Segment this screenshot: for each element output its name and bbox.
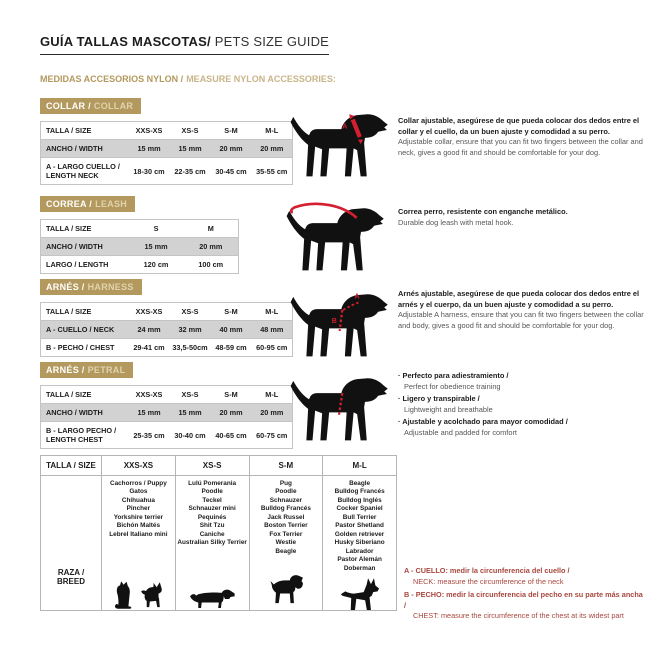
size-column-header: M-L xyxy=(265,307,279,316)
breed-column-xs-s xyxy=(175,476,249,610)
leash-section xyxy=(40,194,239,274)
page-title-english: PETS SIZE GUIDE xyxy=(214,34,330,49)
measure-value: 15 mm xyxy=(144,242,168,251)
breed-name: Doberman xyxy=(343,564,376,572)
feature-text-es: · Ligero y transpirable / xyxy=(398,394,644,405)
petral-section xyxy=(40,360,293,449)
leash-description xyxy=(398,207,644,228)
measure-value: 20 mm xyxy=(219,408,243,417)
breed-size-header: XXS-XS xyxy=(101,456,175,475)
section-label-es: ARNÉS / xyxy=(46,282,85,292)
breed-size-header: XS-S xyxy=(175,456,249,475)
harness-description-es: Arnés ajustable, asegúrese de que pueda colocar dos dedos entre el arnés y el cuerpo, da un buen ajuste y comodidad a su perro. xyxy=(398,289,640,309)
measure-value: 20 mm xyxy=(260,144,284,153)
section-label-en: PETRAL xyxy=(87,365,126,375)
harness-description-en: Adjustable A harness, ensure that you can fit two fingers between the collar and body, gives a good fit and should be comfortable for your dog. xyxy=(398,310,644,330)
collar-description-es: Collar ajustable, asegúrese de que pueda colocar dos dedos entre el collar y el cuello, da un buen ajuste y comodidad a su perro. xyxy=(398,116,640,136)
breed-name: Pug xyxy=(279,480,292,487)
measure-row-label: A - CUELLO / NECK xyxy=(46,325,115,334)
breed-name: Schnauzer xyxy=(269,496,303,504)
harness-description xyxy=(398,289,644,331)
measure-value: 48-59 cm xyxy=(215,343,247,352)
page-subtitle-english: MEASURE NYLON ACCESSORIES: xyxy=(186,74,336,84)
measure-value: 60-95 cm xyxy=(256,343,288,352)
breed-list xyxy=(109,480,167,539)
breed-name: Bulldog Francés xyxy=(260,505,311,513)
size-table-corner-header: TALLA / SIZE xyxy=(46,307,92,316)
size-column-header: S-M xyxy=(224,307,238,316)
measure-value: 30-40 cm xyxy=(174,430,206,440)
collar-size-table xyxy=(40,121,293,185)
breed-name: Cocker Spaniel xyxy=(336,505,383,513)
measure-value: 40-65 cm xyxy=(215,430,247,440)
breed-name: Teckel xyxy=(202,496,222,504)
measure-value: 48 mm xyxy=(260,325,284,334)
breed-name: Husky Siberiano xyxy=(334,539,385,547)
breed-column-xxs-xs xyxy=(101,476,175,610)
neck-note-en: NECK: measure the circumference of the neck xyxy=(413,576,564,586)
breed-name: Poodle xyxy=(275,488,297,496)
breed-name: Bull Terrier xyxy=(342,513,377,521)
neck-note-es: A - CUELLO: medir la circunferencia del cuello / xyxy=(404,566,570,575)
breed-name: Beagle xyxy=(349,480,371,487)
breed-size-header: M-L xyxy=(322,456,396,475)
measure-value: 120 cm xyxy=(143,260,169,269)
breed-column-m-l xyxy=(322,476,396,610)
size-column-header: XXS-XS xyxy=(135,126,163,135)
measure-value: 40 mm xyxy=(219,325,243,334)
leash-section-label xyxy=(40,196,135,212)
size-column-header: M-L xyxy=(265,390,279,399)
size-column-header: XS-S xyxy=(181,126,199,135)
section-label-en: LEASH xyxy=(95,199,128,209)
breed-name: Pastor Alemán xyxy=(337,556,382,564)
chest-note xyxy=(404,590,644,622)
breed-table-header xyxy=(41,456,396,476)
size-table-corner-header: TALLA / SIZE xyxy=(46,390,92,399)
size-column-header: M-L xyxy=(265,126,279,135)
collar-description-en: Adjustable collar, ensure that you can fit two fingers between the collar and neck, gives a good fit and should be comfortable for your dog. xyxy=(398,137,643,157)
cat-silhouette-icon xyxy=(111,580,135,610)
dog-with-collar-illustration xyxy=(288,104,393,184)
section-label-es: CORREA / xyxy=(46,199,93,209)
measure-value: 24 mm xyxy=(137,325,161,334)
breed-name: Schnauzer mini xyxy=(188,505,236,513)
section-label-en: COLLAR xyxy=(93,101,134,111)
breed-table xyxy=(40,455,397,611)
measure-value: 15 mm xyxy=(137,144,161,153)
measure-value: 35-55 cm xyxy=(256,166,288,176)
measure-value: 22-35 cm xyxy=(174,166,206,176)
measure-row-label: ANCHO / WIDTH xyxy=(46,408,103,417)
measure-value: 15 mm xyxy=(137,408,161,417)
breed-name: Fox Terrier xyxy=(269,530,303,538)
section-label-es: ARNÉS / xyxy=(46,365,85,375)
breed-name: Jack Russel xyxy=(267,513,305,521)
breed-name: Pincher xyxy=(126,505,151,513)
breed-list xyxy=(335,480,385,573)
measure-value: 18-30 cm xyxy=(133,166,165,176)
size-column-header: S-M xyxy=(224,126,238,135)
feature-bullet xyxy=(398,394,644,415)
measure-row-label: ANCHO / WIDTH xyxy=(46,242,103,251)
breed-list xyxy=(261,480,311,556)
harness-size-table xyxy=(40,302,293,357)
measure-row-label: A - LARGO CUELLO / LENGTH NECK xyxy=(46,162,120,180)
page-title xyxy=(40,34,329,55)
size-column-header: XXS-XS xyxy=(135,390,163,399)
petral-size-table xyxy=(40,385,293,449)
dachshund-silhouette-icon xyxy=(187,586,237,610)
section-label-es: COLLAR / xyxy=(46,101,91,111)
chest-note-en: CHEST: measure the circumference of the chest at its widest part xyxy=(413,611,624,621)
schnauzer-silhouette-icon xyxy=(267,570,305,610)
measure-row-label: B - LARGO PECHO / LENGTH CHEST xyxy=(46,426,117,444)
feature-text-es: · Ajustable y acolchado para mayor comodidad / xyxy=(398,417,644,428)
chest-note-es: B - PECHO: medir la circunferencia del pecho en su parte más ancha / xyxy=(404,590,643,610)
measure-value: 15 mm xyxy=(178,408,202,417)
size-column-header: XS-S xyxy=(181,307,199,316)
measure-value: 100 cm xyxy=(198,260,224,269)
measure-row-label: LARGO / LENGTH xyxy=(46,260,109,269)
breed-name: Caniche xyxy=(199,530,225,538)
collar-section-label xyxy=(40,98,141,114)
breed-table-body xyxy=(41,476,396,610)
harness-letter-a: A xyxy=(354,293,360,301)
breed-name: Yorkshire terrier xyxy=(113,513,163,521)
measure-value: 20 mm xyxy=(199,242,223,251)
feature-bullet xyxy=(398,417,644,438)
breed-name: Gatos xyxy=(129,488,148,496)
leash-description-es: Correa perro, resistente con enganche metálico. xyxy=(398,207,568,216)
leash-description-en: Durable dog leash with metal hook. xyxy=(398,217,514,227)
petral-section-label xyxy=(40,362,133,378)
section-label-en: HARNESS xyxy=(87,282,134,292)
breed-name: Shit Tzu xyxy=(199,522,225,530)
breed-name: Australian Silky Terrier xyxy=(177,539,247,547)
dog-with-harness-illustration xyxy=(288,284,393,364)
measure-row-label: ANCHO / WIDTH xyxy=(46,144,103,153)
feature-text-en: Perfect for obedience training xyxy=(404,381,501,391)
breed-column-s-m xyxy=(249,476,323,610)
page-subtitle-spanish: MEDIDAS ACCESORIOS NYLON / xyxy=(40,74,184,84)
size-table-corner-header: TALLA / SIZE xyxy=(46,126,92,135)
breed-name: Bulldog Francés xyxy=(334,488,385,496)
measure-value: 33,5-50cm xyxy=(172,343,208,352)
breed-name: Bulldog Inglés xyxy=(337,496,382,504)
harness-section-label xyxy=(40,279,142,295)
page-subtitle xyxy=(40,74,336,84)
breed-name: Golden retriever xyxy=(334,530,385,538)
breed-name: Poodle xyxy=(201,488,223,496)
size-column-header: XS-S xyxy=(181,390,199,399)
breed-table-corner-header: TALLA / SIZE xyxy=(46,461,96,470)
breed-name: Pequinés xyxy=(197,513,227,521)
harness-section xyxy=(40,277,293,357)
chihuahua-silhouette-icon xyxy=(138,580,166,610)
breed-size-header: S-M xyxy=(249,456,323,475)
measure-row-label: B - PECHO / CHEST xyxy=(46,343,115,352)
measure-value: 29-41 cm xyxy=(133,343,165,352)
breed-name: Lebrel Italiano mini xyxy=(109,530,168,538)
collar-description xyxy=(398,116,644,158)
dog-with-chest-strap-illustration xyxy=(288,368,393,448)
collar-letter-a: A xyxy=(342,123,348,131)
neck-note xyxy=(404,566,644,587)
breed-name: Pastor Shetland xyxy=(335,522,384,530)
measure-value: 32 mm xyxy=(178,325,202,334)
feature-text-en: Lightweight and breathable xyxy=(404,404,493,414)
measure-value: 25-35 cm xyxy=(133,430,165,440)
size-table-corner-header: TALLA / SIZE xyxy=(46,224,92,233)
leash-size-table xyxy=(40,219,239,274)
petral-features xyxy=(398,371,644,440)
measure-notes xyxy=(404,566,644,625)
breed-name: Lulú Pomerania xyxy=(188,480,237,487)
breed-name: Chihuahua xyxy=(121,496,155,504)
feature-text-en: Adjustable and padded for comfort xyxy=(404,427,517,437)
page-title-spanish: GUÍA TALLAS MASCOTAS/ xyxy=(40,34,211,49)
breed-row-label: RAZA / BREED xyxy=(56,568,85,586)
breed-name: Cachorros / Puppy xyxy=(109,480,167,487)
size-column-header: M xyxy=(207,224,214,233)
dog-with-leash-illustration xyxy=(284,198,389,278)
measure-value: 20 mm xyxy=(260,408,284,417)
measure-value: 20 mm xyxy=(219,144,243,153)
breed-name: Beagle xyxy=(275,547,297,555)
breed-name: Westie xyxy=(275,539,297,547)
measure-value: 30-45 cm xyxy=(215,166,247,176)
doberman-silhouette-icon xyxy=(338,573,382,610)
harness-letter-b: B xyxy=(331,318,337,326)
feature-text-es: · Perfecto para adiestramiento / xyxy=(398,371,644,382)
feature-bullet xyxy=(398,371,644,392)
breed-name: Bichón Maltés xyxy=(116,522,161,530)
size-column-header: XXS-XS xyxy=(135,307,163,316)
measure-value: 60-75 cm xyxy=(256,430,288,440)
collar-section xyxy=(40,96,293,185)
measure-value: 15 mm xyxy=(178,144,202,153)
breed-list xyxy=(177,480,247,548)
breed-name: Labrador xyxy=(345,547,374,555)
size-column-header: S xyxy=(153,224,159,233)
size-column-header: S-M xyxy=(224,390,238,399)
breed-name: Boston Terrier xyxy=(264,522,308,530)
